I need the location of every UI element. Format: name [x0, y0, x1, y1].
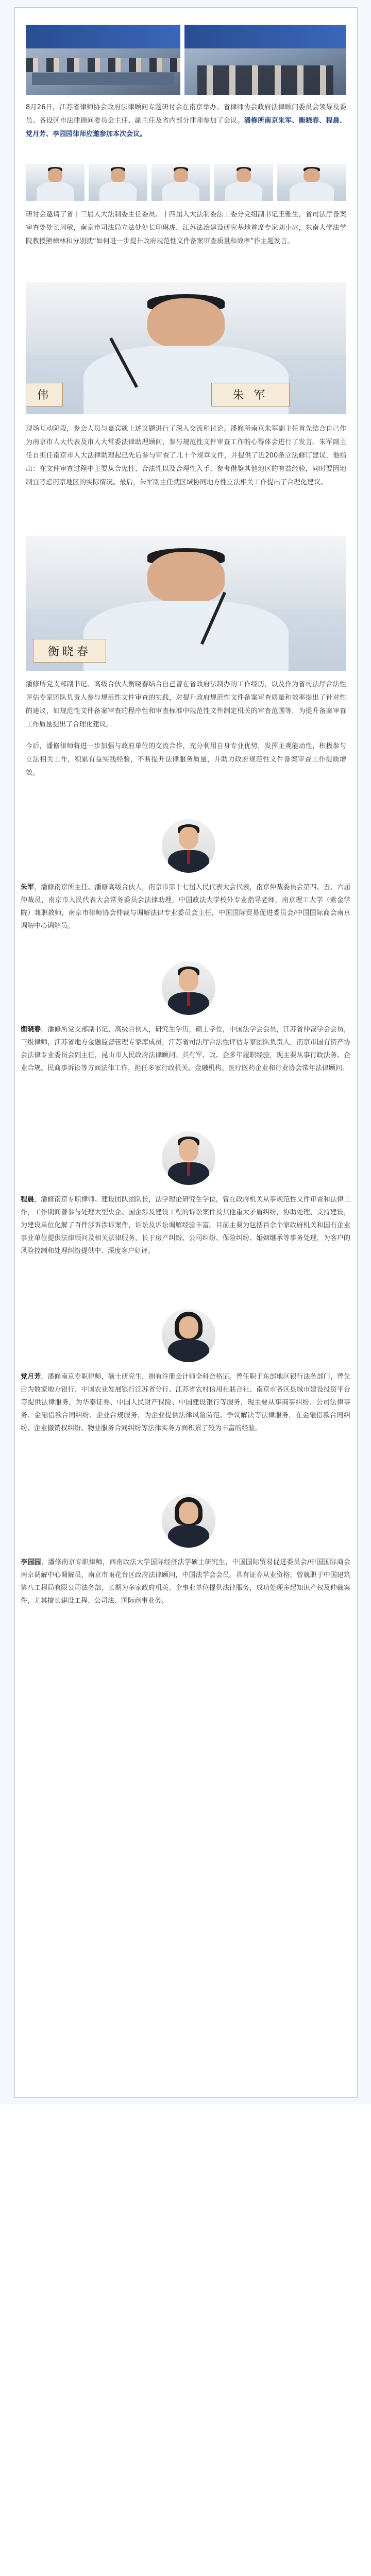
bio-text: ，潘修南京所主任、潘修高级合伙人，南京市第十七届人民代表大会代表，南京仲裁委员会第四、五、六届仲裁员，南京市人民代表大会常务委员会法律助理，中国政法大学校外专业指导老师，南京理工大学（紫金学院）兼职教师，南京市律师协会仲裁与调解法律专业委员会主任，中国国际贸易促进委员会/中国国际商会南京调解中心调解员。: [21, 884, 350, 930]
bio-name: 朱军: [21, 884, 35, 891]
bio-text: ，潘修南京专职律师，西南政法大学国际经济法学硕士研究生，中国国际贸易促进委员会/中国国际商会南京调解中心调解员，南京市雨花台区政府法律顾问，中国法学会会员。具有证券从业资格，曾就职于中国建筑第八工程局有限公司法务部，长期为多家政府机关、企事业单位提供法律服务，成功处理多起知识产权及仲裁案件，尤其擅长建设工程、公司法、国际商事业务。: [21, 1558, 350, 1605]
bio-text: ，潘修南京专职律师，硕士研究生，拥有注册会计师全科合格证。曾任职于东部地区银行法务部门，曾先后为数家地方银行、中国农业发展银行江苏省分行、江苏省农村信用社联合社、南京市各区县城市建设投资平台等提供法律服务，为华泰证券、中国人民财产保险、中国建设银行等服务，现主要从事商事纠纷、公司法律事务、金融借款合同纠纷、企业合规服务，为企业提供法律风险防范、争议解决等法律服务，在金融借款合同纠纷、企业撤销权纠纷、物业服务合同纠纷等法律实务方面积累了较为丰富的经验。: [21, 1373, 350, 1432]
bio-text: ，潘修所党支部副书记、高级合伙人，研究生学历，硕士学位，中国法学会会员，江苏省仲裁学会会员，三级律师，江苏省地方金融监督管理专家库成员，江苏省司法厅合法性评估专家团队负责人，南京市国有资产协会法律专业委员会副主任，昆山市人民政府法律顾问。具有军、政、企多年履职经验，现主要从事行政法务、企业合规、民商事诉讼等方面法律工作，担任多家行政机关、金融机构、医疗医药企业和行业协会常年法律顾问。: [21, 1026, 350, 1072]
zhujun-photo: [26, 282, 346, 414]
zhujun-portrait: [162, 819, 215, 873]
hengxiaochun-portrait: [162, 961, 215, 1015]
speaker-thumb-2: [89, 164, 147, 201]
chengchen-portrait: [162, 1131, 215, 1185]
dangyuefang-portrait: [162, 1309, 215, 1362]
hengxiaochun-nameplate: 衡晓春: [33, 639, 106, 663]
discussion-paragraph: 现场互动阶段，参会人员与嘉宾就上述议题进行了深入交流和讨论。潘修所南京朱军副主任首先结合自己作为南京市人大代表及市人大常委法律助理顾问，参与规范性文件审查工作的心得体会进行了发言。朱军副主任自担任南京市人大法律助理起已先后参与审查了几十个规章文件，并提供了近200条立法修订建议，他指出：在文件审查过程中主要从合宪性、合法性以及合理性入手，参考借鉴其他地区的有益经验，同时要因地制宜考虑南京地区的实际情况。最后，朱军副主任就区域协同地方性立法相关工作提出了合理化建议。: [26, 425, 346, 486]
intro-text: 8月26日，江苏省律师协会政府法律顾问专题研讨会在南京举办。省律师协会政府法律顾问委员会领导及委员、各设区市法律顾问委员会主任、副主任及省内部分律师参加了会议。: [26, 104, 346, 125]
bio-dangyuefang: [21, 1370, 350, 1435]
speaker-thumb-1: [26, 164, 85, 201]
liyuanyuan-portrait: [162, 1494, 215, 1548]
hengxiaochun-photo: [26, 536, 346, 671]
bio-zhujun: [21, 881, 350, 933]
speaker-thumb-4: [214, 164, 273, 201]
bio-chengchen: [21, 1193, 350, 1258]
bio-hengxiaochun: [21, 1023, 350, 1075]
zhujun-nameplate: 朱 军: [211, 383, 290, 406]
intro-highlight: 潘修所南京朱军、衡晓春、程晨、党月芳、李园园律师应邀参加本次会议。: [26, 117, 346, 138]
speakers-paragraph: 研讨会邀请了省十三届人大法制委主任委员、十四届人大法制委法工委分党组副书记王雅生，省司法厅备案审查处处长周敏，南京市司法局立法处处长印琳虎，江苏法治建设研究基地首席专家刘小冰，东南大学法学院教授熊樟林和分别就“如何进一步提升政府规范性文件备案审查质量和效率”作主题发言。: [26, 211, 346, 245]
closing-paragraph: 今后，潘修律师将进一步加强与政府单位的交流合作，充分利用自身专业优势，发挥主观能动性，积极参与立法相关工作，积累有益实践经验，不断提升法律服务质量，并助力政府规范性文件备案审查工作提质增效。: [26, 742, 346, 777]
intro-paragraph: [26, 101, 346, 141]
bio-name: 党月芳: [21, 1373, 41, 1381]
speaker-thumb-5: [277, 164, 346, 201]
meeting-photo-left: [26, 25, 180, 95]
bio-liyuanyuan: [21, 1556, 350, 1607]
speaker-thumb-3: [151, 164, 210, 201]
left-nameplate: 伟: [26, 383, 63, 406]
bio-name: 程晨: [21, 1196, 35, 1204]
bio-text: ，潘修南京专职律师、建设团队团队长，法学理论研究生学位，曾在政府机关从事规范性文件审查和法律工作，工作期间曾参与处理大型央企、国企涉及建设工程的诉讼案件及其他重大矛盾纠纷，协助处理、支持建设，为建设单位化解了百件涉诉涉诉案件，诉讼及诉讼调解经验丰富。目前主要为包括百余个家政府机关和国有企业事业单位提供法律顾问及相关法律服务，长于房产纠纷、公司纠纷、保险纠纷、婚姻继承等事务处理，为客户的风险控制和处理纠纷提供中、深度客户好评。: [21, 1196, 350, 1255]
bio-name: 李园园: [21, 1558, 41, 1566]
meeting-photo-right: [184, 25, 346, 95]
bio-name: 衡晓春: [21, 1026, 41, 1033]
heng-paragraph: 潘修所党支部副书记、高级合伙人衡晓春结合自己曾在省政府法制办的工作经历，以及作为省司法厅合法性评估专家团队负责人参与规范性文件审查的实践，对提升政府规范性文件备案审查质量和效率提出了针对性的建议，如规范性文件备案审查的程序性和审查标准中规范性文件制定机关的审查范围等，为提升备案审查工作质量提出了合理化建议。: [26, 681, 346, 728]
